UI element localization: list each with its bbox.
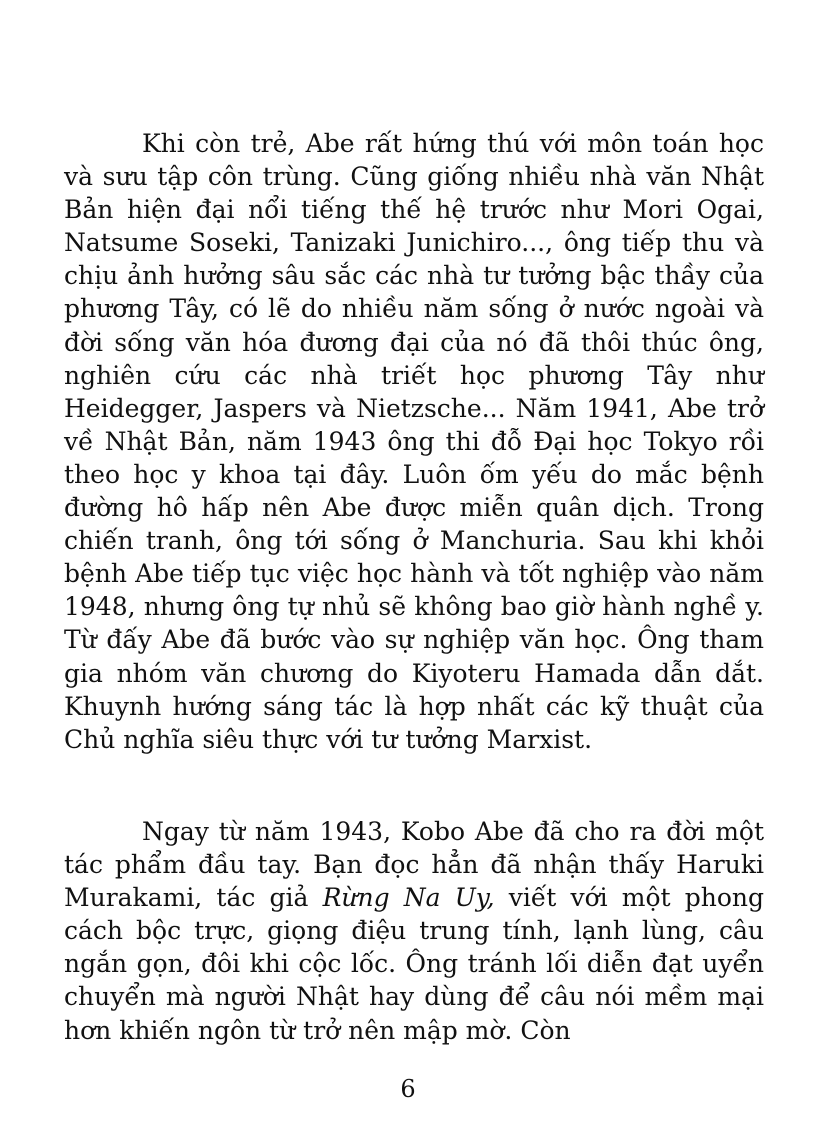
paragraph-abe-writing-style	[64, 815, 764, 1047]
paragraph-text-after-title: viết với một phong cách bộc trực, giọng điệu trung tính, lạnh lùng, câu ngắn gọn, đôi khi cộc lốc. Ông tránh lối diễn đạt uyển chuyển mà người Nhật hay dùng để câu nói mềm mại hơn khiến ngôn từ trở nên mập mờ. Còn	[64, 883, 764, 1045]
paragraph-abe-early-life: Khi còn trẻ, Abe rất hứng thú với môn toán học và sưu tập côn trùng. Cũng giống nhiều nhà văn Nhật Bản hiện đại nổi tiếng thế hệ trước như Mori Ogai, Natsume Soseki, Tanizaki Junichiro..., ông tiếp thu và chịu ảnh hưởng sâu sắc các nhà tư tưởng bậc thầy của phương Tây, có lẽ do nhiều năm sống ở nước ngoài và đời sống văn hóa đương đại của nó đã thôi thúc ông, nghiên cứu các nhà triết học phương Tây như Heidegger, Jaspers và Nietzsche... Năm 1941, Abe trở về Nhật Bản, năm 1943 ông thi đỗ Đại học Tokyo rồi theo học y khoa tại đây. Luôn ốm yếu do mắc bệnh đường hô hấp nên Abe được miễn quân dịch. Trong chiến tranh, ông tới sống ở Manchuria. Sau khi khỏi bệnh Abe tiếp tục việc học hành và tốt nghiệp vào năm 1948, nhưng ông tự nhủ sẽ không bao giờ hành nghề y. Từ đấy Abe đã bước vào sự nghiệp văn học. Ông tham gia nhóm văn chương do Kiyoteru Hamada dẫn dắt. Khuynh hướng sáng tác là hợp nhất các kỹ thuật của Chủ nghĩa siêu thực với tư tưởng Marxist.	[64, 129, 764, 754]
book-title-rung-na-uy: Rừng Na Uy,	[322, 883, 495, 913]
page-number: 6	[400, 1075, 416, 1103]
paragraph-text-before-title: Ngay từ năm 1943, Kobo Abe đã cho ra đời một tác phẩm đầu tay. Bạn đọc hẳn đã nhận thấy Haruki Murakami, tác giả	[64, 817, 764, 913]
